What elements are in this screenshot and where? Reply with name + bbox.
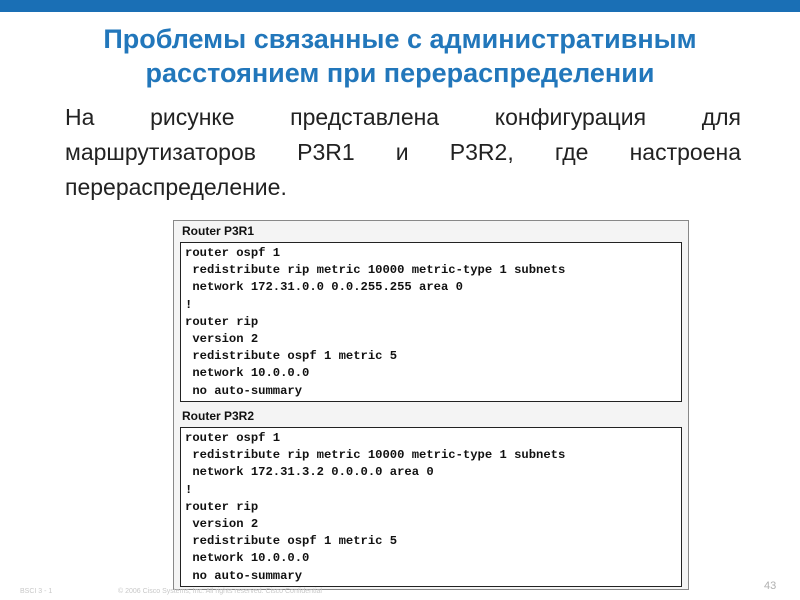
router-config-figure — [173, 220, 689, 590]
slide-title — [20, 22, 780, 90]
body-paragraph: На рисунке представлена конфигурация для маршрутизаторов P3R1 и P3R2, где настроена перераспределение. — [65, 104, 741, 200]
config-line: version 2 — [185, 517, 259, 532]
config-line: network 172.31.3.2 0.0.0.0 area 0 — [185, 465, 434, 480]
config-line: router ospf 1 — [185, 431, 281, 445]
footer-copyright: © 2006 Cisco Systems, Inc. All rights reserved. Cisco Confidential — [118, 588, 322, 595]
page-number: 43 — [764, 580, 777, 592]
config-line: redistribute ospf 1 metric 5 — [185, 534, 398, 549]
router-p3r2-label: Router P3R2 — [182, 409, 255, 423]
config-line: no auto-summary — [185, 383, 303, 398]
config-line: version 2 — [185, 332, 259, 347]
config-line: network 10.0.0.0 — [185, 366, 310, 381]
config-line: redistribute rip metric 10000 metric-type 1 subnets — [185, 448, 566, 463]
router-p3r1-label: Router P3R1 — [182, 224, 255, 238]
config-line: router rip — [185, 314, 259, 329]
config-line: network 172.31.0.0 0.0.255.255 area 0 — [185, 280, 463, 295]
config-line: redistribute ospf 1 metric 5 — [185, 349, 398, 364]
config-line: ! — [185, 482, 193, 497]
top-accent-bar — [0, 0, 800, 12]
config-line: redistribute rip metric 10000 metric-type 1 subnets — [185, 263, 566, 278]
slide-title-line-1: Проблемы связанные с административным — [103, 24, 697, 54]
footer-course-code: BSCI 3 - 1 — [20, 588, 53, 595]
router-p3r2-config — [180, 427, 682, 587]
config-line: router ospf 1 — [185, 246, 281, 260]
config-line: network 10.0.0.0 — [185, 551, 310, 566]
slide-title-line-2: расстоянием при перераспределении — [145, 58, 655, 88]
config-line: no auto-summary — [185, 568, 303, 583]
router-p3r1-config — [180, 242, 682, 402]
config-line: ! — [185, 297, 193, 312]
config-line: router rip — [185, 499, 259, 514]
